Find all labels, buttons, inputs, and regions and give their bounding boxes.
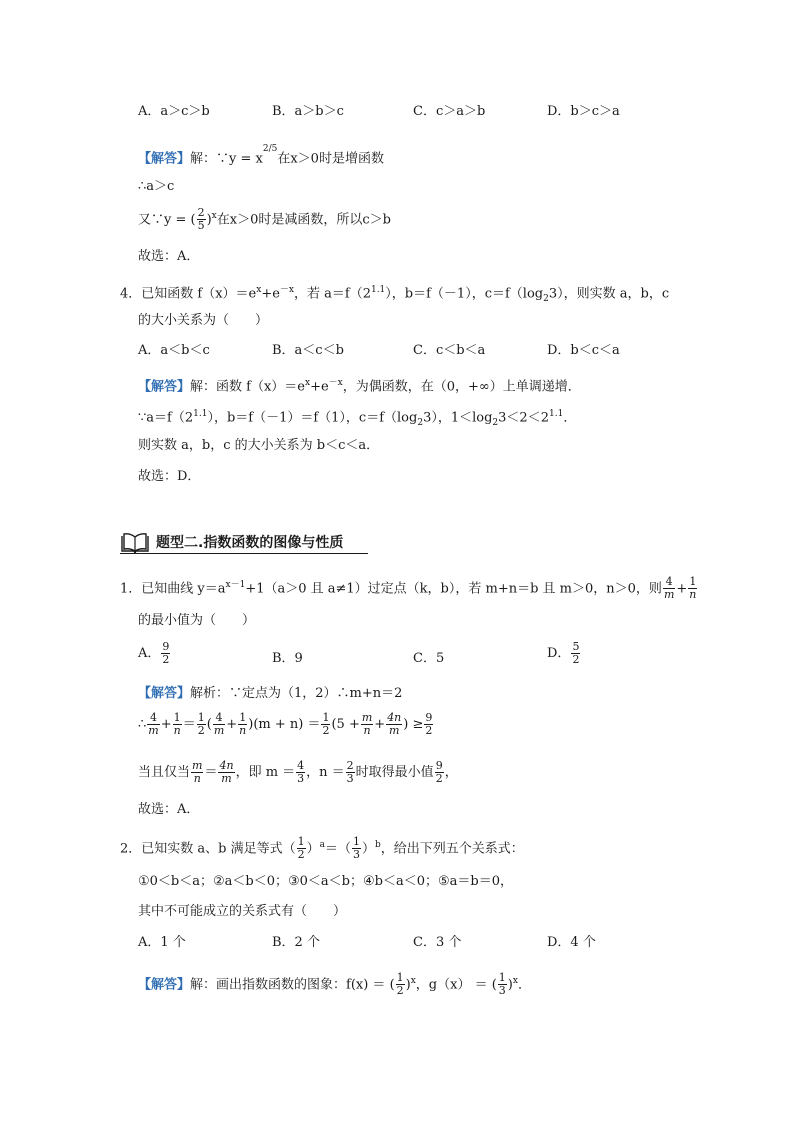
q1-answer-line-2: ∴ $\frac{4}{m}$ + $\frac{1}{n}$ ＝ $\frac{1}{2}$ ( $\frac{4}{m}$ + $\frac{1}{n}$ )(m + n) ＝ $\frac{1}{2}$ (5 + $\frac{m}{n}$ + $\frac{4n}{m}$ ) ≥ $\frac{9}{2}$	[138, 711, 433, 737]
q1-stem-line-2: 的最小值为（ ）	[138, 613, 256, 628]
fraction: $\frac{1}{2}$	[322, 711, 330, 737]
q1-option-b: B．9	[272, 651, 303, 666]
q4-option-b: B．a＜c＜b	[272, 343, 344, 358]
fraction: $\frac{4}{m}$	[663, 575, 675, 602]
fraction: $\frac{1}{3}$	[353, 835, 361, 862]
q3-answer-line-2: ∴a＞c	[138, 179, 175, 194]
q2-answer-line-1: 【解答】解：画出指数函数的图象：f(x) ＝ ( $\frac{1}{2}$ )$^x$，g（x） ＝ ( $\frac{1}{3}$ )$^x$．	[138, 971, 531, 998]
answer-tag: 【解答】	[138, 977, 191, 993]
q4-answer-line-3: 则实数 a，b，c 的大小关系为 b＜c＜a．	[138, 438, 380, 453]
q2-option-b: B．2 个	[272, 935, 320, 950]
answer-tag: 【解答】	[138, 686, 191, 701]
answer-tag: 【解答】	[138, 151, 191, 167]
fraction: $\frac{1}{2}$	[396, 971, 404, 998]
q4-answer-line-4: 故选：D．	[138, 469, 201, 484]
q4-stem-line-2: 的大小关系为（ ）	[138, 313, 269, 328]
fraction: $\frac{1}{3}$	[498, 971, 506, 998]
fraction: $\frac{4n}{m}$	[219, 759, 234, 785]
q4-option-a: A．a＜b＜c	[138, 343, 210, 358]
fraction: $\frac{2}{5}$	[197, 206, 205, 233]
q1-answer-line-1: 【解答】解析：∵定点为（1，2）∴m+n＝2	[138, 686, 403, 701]
answer-tag: 【解答】	[138, 379, 191, 395]
fraction: $\frac{4n}{m}$	[387, 711, 402, 737]
q1-answer-line-3: 当且仅当 $\frac{m}{n}$ ＝ $\frac{4n}{m}$ ，即 m ＝ $\frac{4}{3}$ ，n ＝ $\frac{2}{3}$ 时取得最小值 $\frac{9}{2}$ ，	[138, 759, 458, 785]
q1-option-a: A． $\frac{9}{2}$	[138, 640, 170, 666]
q4-answer-line-1: 【解答】解：函数 $f(x)=e^x+e^{-x}$，为偶函数，在（0，+∞）上单调递增．	[138, 378, 581, 395]
q4-option-d: D．b＜c＜a	[547, 343, 620, 358]
fraction: $\frac{m}{n}$	[192, 759, 203, 785]
fraction: $\frac{4}{m}$	[213, 711, 225, 737]
q2-option-c: C．3 个	[413, 935, 462, 950]
fraction: $\frac{1}{2}$	[297, 835, 305, 862]
fraction: $\frac{4}{m}$	[148, 711, 159, 737]
q2-option-a: A．1 个	[138, 935, 186, 950]
open-book-icon	[120, 532, 150, 554]
q3-option-d: D．b＞c＞a	[547, 104, 620, 119]
fraction: $\frac{4}{3}$	[297, 759, 305, 785]
fraction: $\frac{9}{2}$	[435, 759, 443, 785]
q3-option-a: A．a＞c＞b	[138, 104, 210, 119]
q4-stem-line-1: 4．已知函数 $f(x)=e^x+e^{-x}$，若 $a=f(2^{1.1})$，b＝f（－1），$c=f(\log_23)$，则实数 a，b，c	[120, 285, 670, 304]
q2-stem-line-2: ①0＜b＜a；②a＜b＜0；③0＜a＜b；④b＜a＜0；⑤a＝b＝0，	[138, 874, 513, 889]
section-title: 题型二.指数函数的图像与性质	[156, 535, 344, 551]
q3-answer-line-3: 又∵y = ( $\frac{2}{5}$ )$^x$在x＞0时是减函数，所以c＞b	[138, 206, 391, 233]
fraction: $\frac{1}{n}$	[239, 711, 247, 737]
fraction: $\frac{1}{2}$	[197, 711, 205, 737]
fraction: $\frac{1}{n}$	[173, 711, 181, 737]
q2-stem-line-3: 其中不可能成立的关系式有（ ）	[138, 904, 347, 919]
q1-option-d: D． $\frac{5}{2}$	[547, 640, 580, 666]
q4-option-c: C．c＜b＜a	[413, 343, 486, 358]
q3-option-c: C．c＞a＞b	[413, 104, 486, 119]
fraction: $\frac{m}{n}$	[361, 711, 373, 737]
q3-answer-line-1: 【解答】解：∵y = $x^{2/5}$在x＞0时是增函数	[138, 144, 384, 167]
q2-option-d: D．4 个	[547, 935, 596, 950]
fraction: $\frac{2}{3}$	[346, 759, 354, 785]
q1-stem-line-1: 1．已知曲线 $y=a^{x-1}+1(a>0$ 且 a≠1）过定点（k，b），若 m+n＝b 且 m＞0，n＞0，则 $\frac{4}{m}$ + $\frac{1}{n}$	[120, 575, 697, 602]
q1-option-c: C．5	[413, 651, 445, 666]
q3-answer-line-4: 故选：A．	[138, 249, 200, 264]
q1-answer-line-4: 故选：A．	[138, 802, 200, 817]
fraction: $\frac{9}{2}$	[162, 640, 170, 666]
fraction: $\frac{9}{2}$	[425, 711, 433, 737]
fraction: $\frac{5}{2}$	[572, 640, 580, 666]
q2-stem-line-1: 2．已知实数 a、b 满足等式（ $\frac{1}{2}$ ）$^a$＝（ $\frac{1}{3}$ ）$^b$，给出下列五个关系式：	[120, 835, 524, 862]
fraction: $\frac{1}{n}$	[689, 575, 697, 602]
q4-answer-line-2: $\because a=f(2^{1.1})$，b＝f（－1）＝f（1），$c=f(\log_23)$，$1<\log_23<2<2^{1.1}$．	[138, 409, 577, 428]
section-underline	[120, 553, 368, 554]
q3-option-b: B．a＞b＞c	[272, 104, 344, 119]
